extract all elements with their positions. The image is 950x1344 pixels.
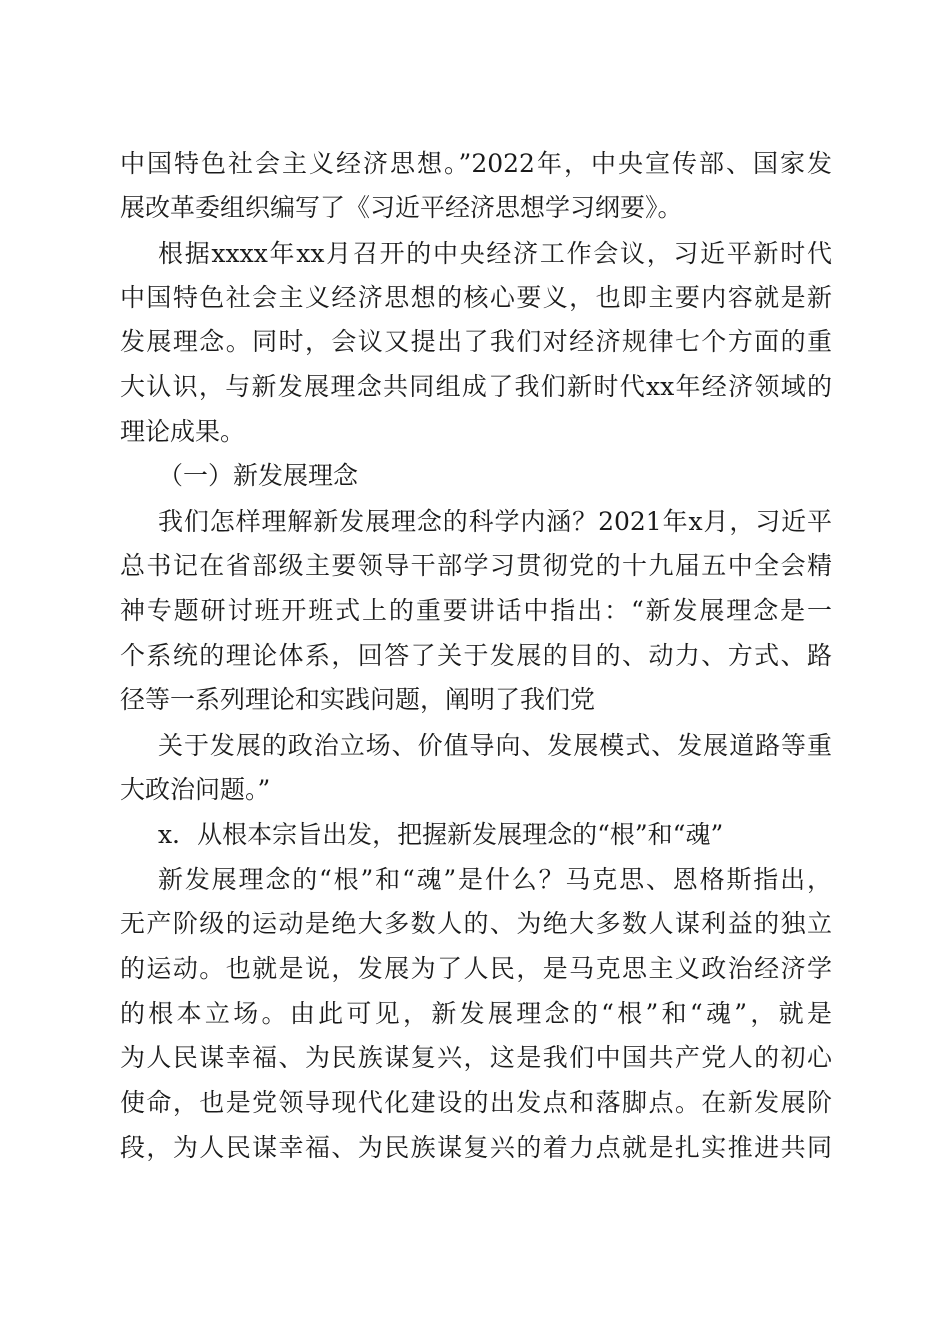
text-line: 为人民谋幸福、为民族谋复兴，这是我们中国共产党人的初心	[120, 1043, 832, 1072]
text-line: 使命，也是党领导现代化建设的出发点和落脚点。在新发展阶	[120, 1088, 832, 1117]
text-line: 大政治问题。”	[120, 775, 271, 804]
text-line: 段，为人民谋幸福、为民族谋复兴的着力点就是扎实推进共同	[120, 1133, 832, 1162]
text-line: 的运动。也就是说，发展为了人民，是马克思主义政治经济学	[120, 954, 832, 983]
section-heading: （一）新发展理念	[158, 461, 359, 490]
text-line: 无产阶级的运动是绝大多数人的、为绝大多数人谋利益的独立	[120, 909, 832, 938]
text-line: 展改革委组织编写了《习近平经济思想学习纲要》。	[120, 193, 683, 222]
text-line: 的根本立场。由此可见，新发展理念的“根”和“魂”，就是	[120, 999, 832, 1028]
text-line: 根据xxxx年xx月召开的中央经济工作会议，习近平新时代	[158, 239, 832, 268]
text-line: 总书记在省部级主要领导干部学习贯彻党的十九届五中全会精	[120, 551, 832, 580]
text-line: 中国特色社会主义经济思想。”2022年，中央宣传部、国家发	[120, 149, 832, 178]
text-line: 神专题研讨班开班式上的重要讲话中指出：“新发展理念是一	[120, 596, 832, 625]
text-line: 发展理念。同时，会议又提出了我们对经济规律七个方面的重	[120, 327, 832, 356]
subsection-heading: x．从根本宗旨出发，把握新发展理念的“根”和“魂”	[158, 820, 724, 849]
text-line: 新发展理念的“根”和“魂”是什么？马克思、恩格斯指出，	[158, 865, 832, 894]
text-line: 中国特色社会主义经济思想的核心要义，也即主要内容就是新	[120, 283, 832, 312]
text-line: 理论成果。	[120, 417, 246, 446]
text-line: 关于发展的政治立场、价值导向、发展模式、发展道路等重	[158, 731, 832, 760]
text-line: 个系统的理论体系，回答了关于发展的目的、动力、方式、路	[120, 641, 832, 670]
text-line: 我们怎样理解新发展理念的科学内涵？2021年x月，习近平	[158, 507, 832, 536]
text-line: 径等一系列理论和实践问题，阐明了我们党	[120, 685, 596, 714]
text-line: 大认识，与新发展理念共同组成了我们新时代xx年经济领域的	[120, 372, 832, 401]
